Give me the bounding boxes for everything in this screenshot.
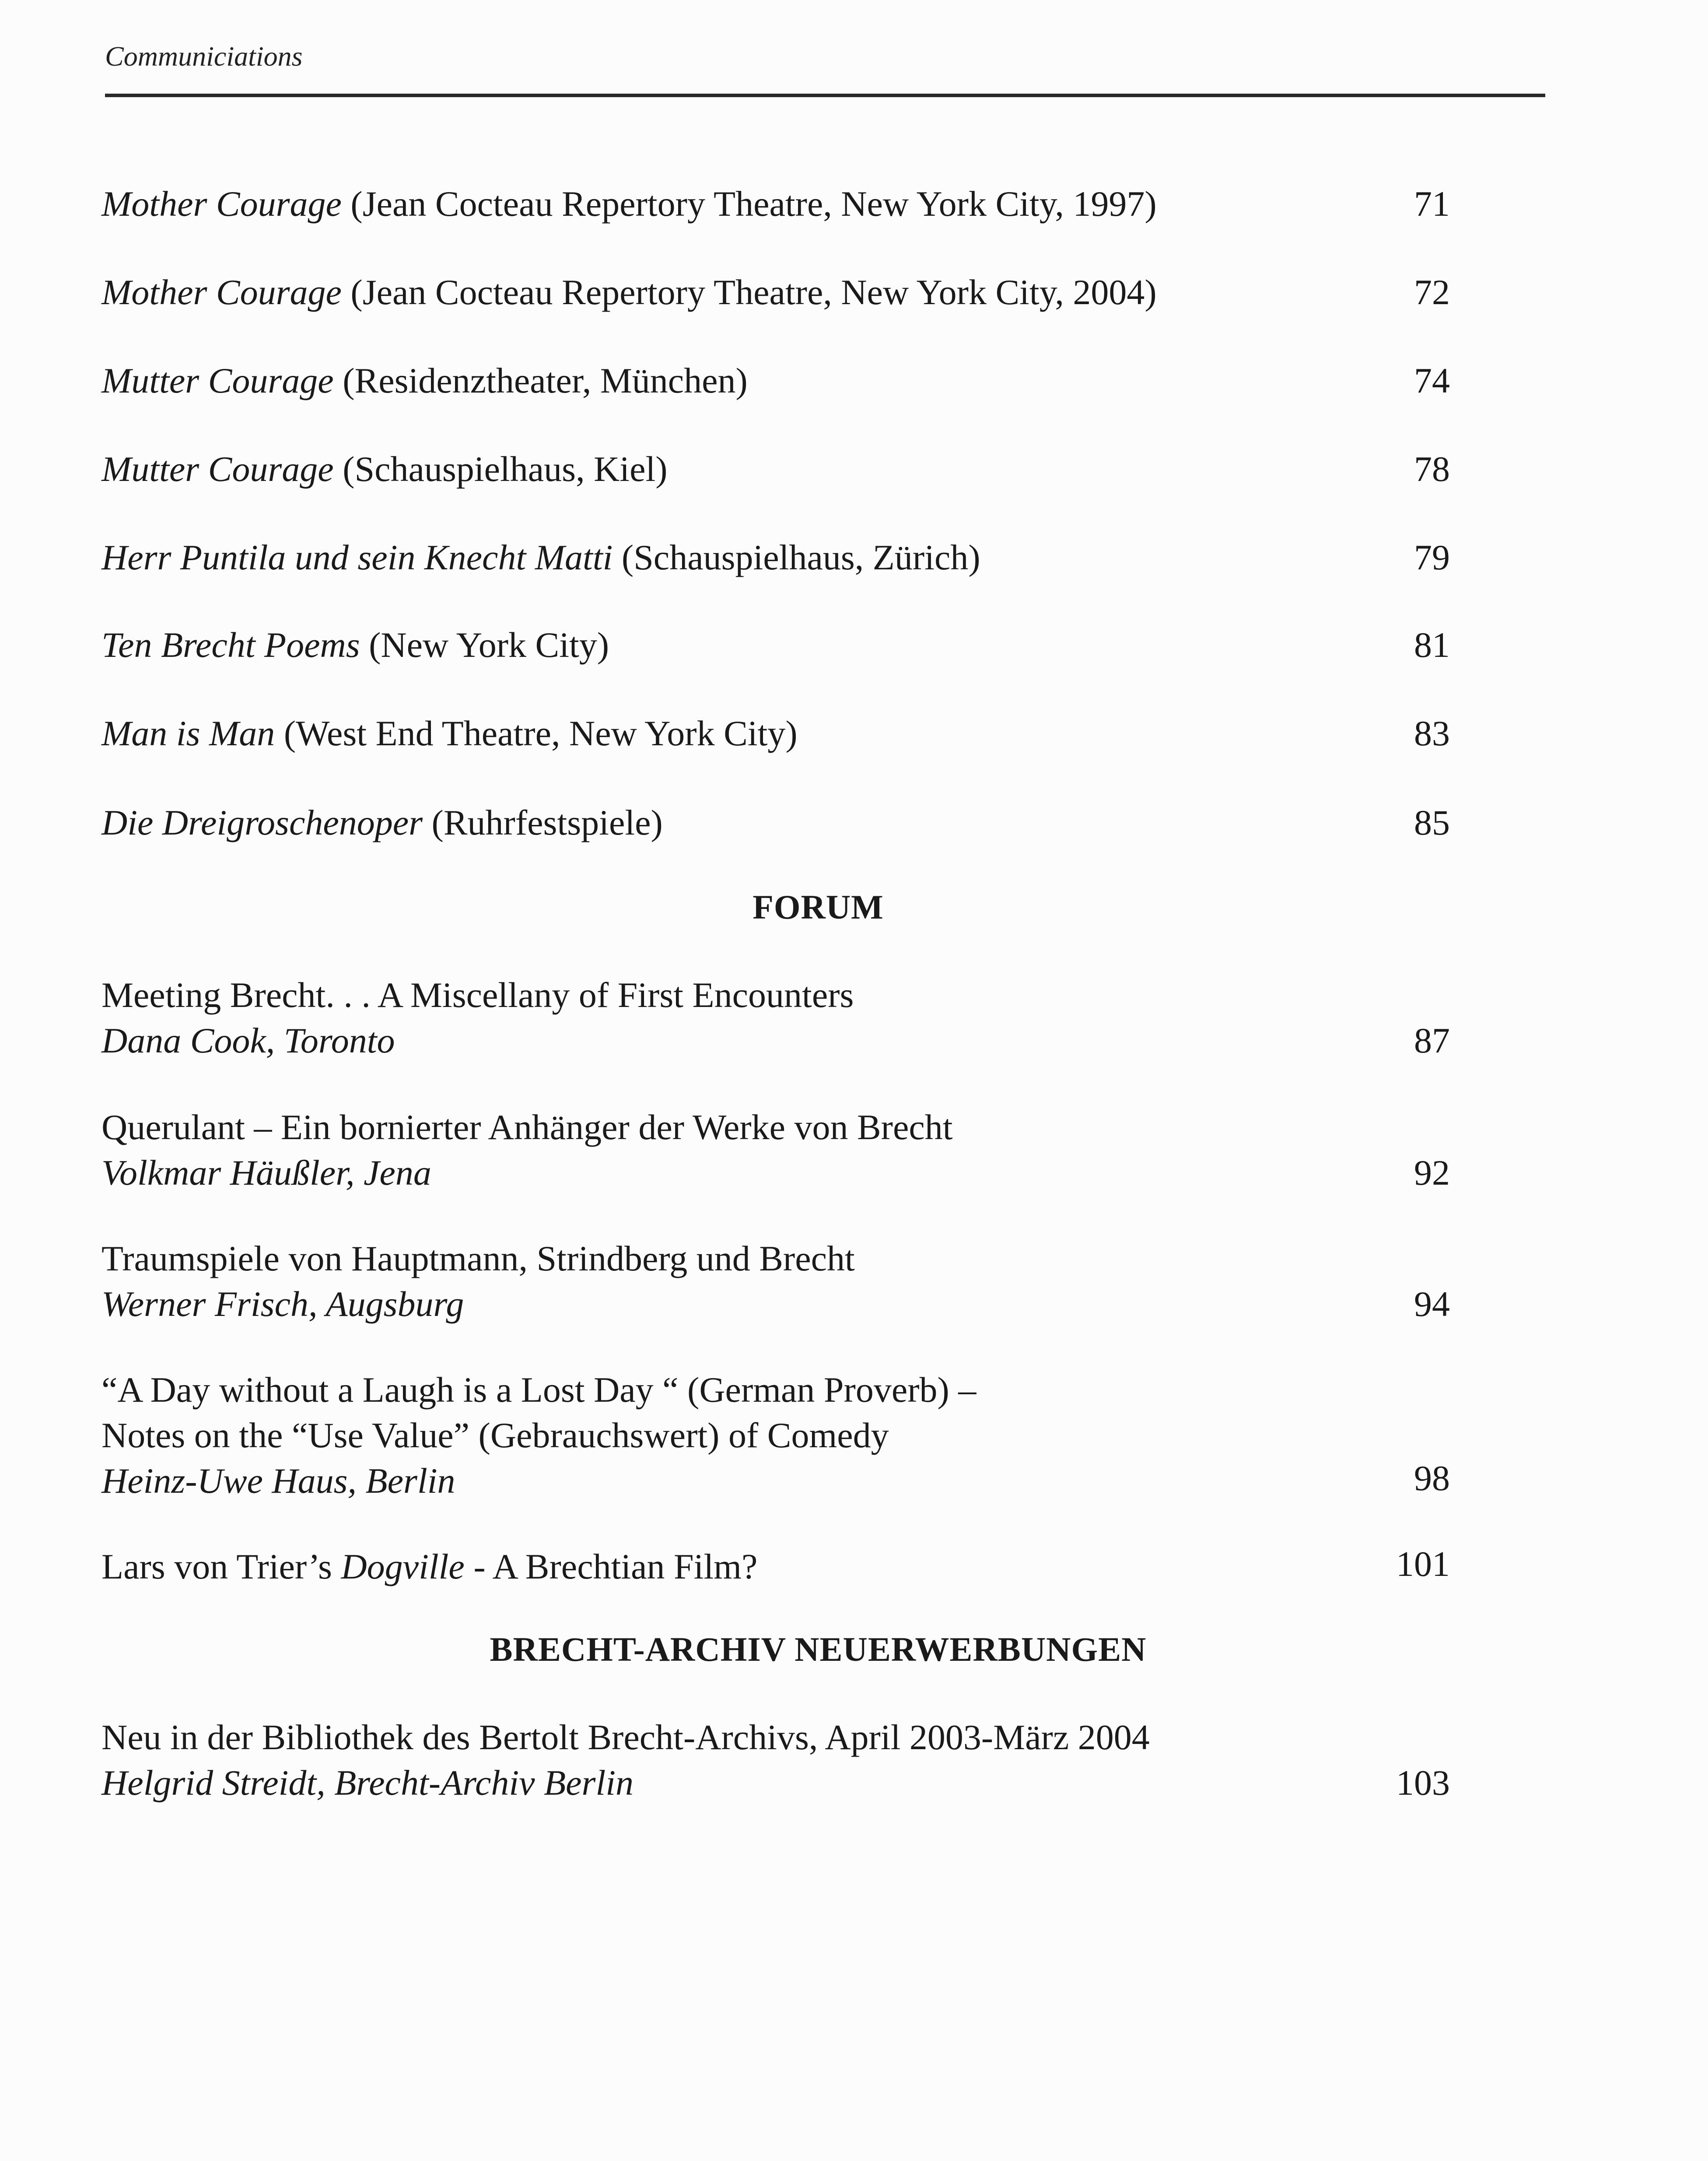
page-number: 92 bbox=[1414, 1153, 1450, 1193]
entry-suffix: - A Brechtian Film? bbox=[464, 1547, 758, 1586]
entry-title: Traumspiele von Hauptmann, Strindberg und Brecht bbox=[102, 1238, 855, 1278]
entry-title-line-2: Notes on the “Use Value” (Gebrauchswert) of Comedy bbox=[102, 1415, 889, 1455]
section-heading-archive: BRECHT-ARCHIV NEUERWERBUNGEN bbox=[490, 1630, 1147, 1668]
toc-entry bbox=[102, 1105, 1458, 1196]
running-head: Communiciations bbox=[105, 41, 303, 72]
page-number: 98 bbox=[1414, 1458, 1450, 1498]
toc-entry bbox=[102, 535, 1458, 580]
header-rule bbox=[105, 94, 1545, 97]
entry-title: Mother Courage bbox=[102, 184, 342, 224]
page-number: 74 bbox=[1414, 361, 1450, 400]
entry-venue: (Jean Cocteau Repertory Theatre, New York City, 1997) bbox=[341, 184, 1157, 224]
entry-title: Man is Man bbox=[102, 713, 275, 753]
toc-entry bbox=[102, 622, 1458, 668]
entry-title: Querulant – Ein bornierter Anhänger der Werke von Brecht bbox=[102, 1107, 953, 1147]
toc-entry bbox=[102, 181, 1458, 227]
page-number: 71 bbox=[1414, 184, 1450, 224]
section-heading-forum: FORUM bbox=[752, 888, 884, 926]
toc-entry bbox=[102, 972, 1458, 1063]
entry-text bbox=[102, 446, 1458, 492]
entry-title: Die Dreigroschenoper bbox=[102, 803, 423, 842]
toc-entry bbox=[102, 358, 1458, 403]
entry-title: Mutter Courage bbox=[102, 361, 334, 400]
page-number: 87 bbox=[1414, 1021, 1450, 1060]
entry-text bbox=[102, 800, 1458, 845]
page-number: 72 bbox=[1414, 272, 1450, 312]
entry-author: Werner Frisch, Augsburg bbox=[102, 1284, 464, 1324]
entry-venue: (Schauspielhaus, Kiel) bbox=[333, 449, 668, 489]
entry-title-line-1: “A Day without a Laugh is a Lost Day “ (German Proverb) – bbox=[102, 1370, 976, 1410]
page-number: 78 bbox=[1414, 449, 1450, 489]
entry-text bbox=[102, 622, 1458, 668]
entry-venue: (West End Theatre, New York City) bbox=[275, 713, 798, 753]
entry-venue: (Schauspielhaus, Zürich) bbox=[612, 537, 980, 577]
entry-prefix: Lars von Trier’s bbox=[102, 1547, 341, 1586]
entry-title: Meeting Brecht. . . A Miscellany of First Encounters bbox=[102, 975, 854, 1015]
toc-entry bbox=[102, 800, 1458, 845]
toc-entry bbox=[102, 1715, 1458, 1806]
entry-text bbox=[102, 270, 1458, 315]
entry-text bbox=[102, 711, 1458, 756]
page-number: 103 bbox=[1396, 1763, 1450, 1803]
entry-title: Mutter Courage bbox=[102, 449, 334, 489]
entry-title: Mother Courage bbox=[102, 272, 342, 312]
entry-text bbox=[102, 181, 1458, 227]
entry-author: Dana Cook, Toronto bbox=[102, 1021, 395, 1060]
entry-title: Ten Brecht Poems bbox=[102, 625, 360, 665]
page-number: 94 bbox=[1414, 1284, 1450, 1324]
entry-title: Neu in der Bibliothek des Bertolt Brecht-Archivs, April 2003-März 2004 bbox=[102, 1717, 1150, 1757]
toc-entry bbox=[102, 1544, 1458, 1589]
toc-entry bbox=[102, 446, 1458, 492]
entry-venue: (Residenztheater, München) bbox=[333, 361, 748, 400]
page-number: 83 bbox=[1414, 713, 1450, 753]
entry-author: Heinz-Uwe Haus, Berlin bbox=[102, 1461, 455, 1501]
entry-text bbox=[102, 1544, 1458, 1589]
entry-venue: (New York City) bbox=[360, 625, 609, 665]
page-number: 79 bbox=[1414, 537, 1450, 577]
toc-entry bbox=[102, 1367, 1458, 1504]
toc-entry bbox=[102, 1236, 1458, 1327]
page-number: 81 bbox=[1414, 625, 1450, 665]
toc-entry bbox=[102, 270, 1458, 315]
entry-venue: (Jean Cocteau Repertory Theatre, New York City, 2004) bbox=[341, 272, 1157, 312]
page-number: 101 bbox=[1396, 1544, 1450, 1584]
entry-title: Herr Puntila und sein Knecht Matti bbox=[102, 537, 613, 577]
entry-text bbox=[102, 358, 1458, 403]
page-number: 85 bbox=[1414, 803, 1450, 842]
entry-author: Volkmar Häußler, Jena bbox=[102, 1153, 431, 1193]
entry-author: Helgrid Streidt, Brecht-Archiv Berlin bbox=[102, 1763, 634, 1803]
entry-title: Dogville bbox=[341, 1547, 465, 1586]
entry-text bbox=[102, 535, 1458, 580]
entry-venue: (Ruhrfestspiele) bbox=[423, 803, 663, 842]
toc-entry bbox=[102, 711, 1458, 756]
